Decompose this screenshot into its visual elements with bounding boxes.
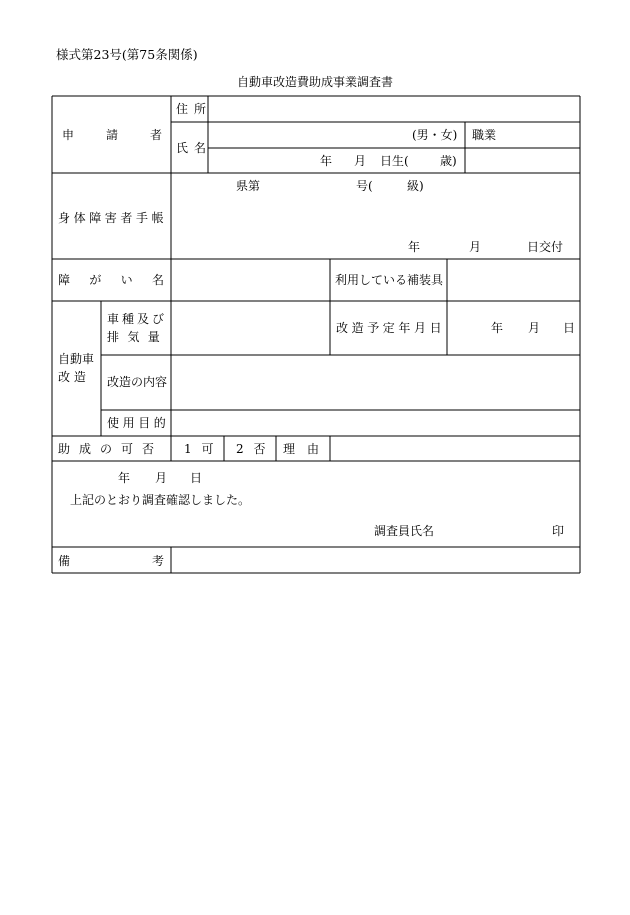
remarks-label-char-2: 考 <box>151 554 164 568</box>
birth-year: 年 <box>320 154 333 168</box>
handbook-grade: 級) <box>407 179 424 193</box>
form-title: 自動車改造費助成事業調査書 <box>236 75 393 89</box>
issue-year: 年 <box>408 240 421 254</box>
disability-label-char-2: が <box>89 273 102 287</box>
plan-date-label: 改造予定年月日 <box>336 321 446 335</box>
birth-month: 月 <box>354 154 367 168</box>
remarks-label <box>58 554 164 568</box>
birth-age: 歳) <box>440 154 457 168</box>
plan-date-day: 日 <box>563 321 576 335</box>
disability-label <box>58 273 164 287</box>
issue-month: 月 <box>469 240 482 254</box>
grant-option-approve: 1 可 <box>184 442 214 456</box>
grant-reason-label: 理由 <box>283 442 332 456</box>
confirm-month: 月 <box>155 471 168 485</box>
sex-choice: (男・女) <box>412 128 458 142</box>
occupation-label: 職業 <box>472 128 497 142</box>
confirm-statement: 上記のとおり調査確認しました。 <box>70 493 251 507</box>
seal-mark: 印 <box>552 524 565 538</box>
plan-date-year: 年 <box>491 321 504 335</box>
vehicle-type-label-1: 車種及び <box>107 312 168 326</box>
vehicle-group-label-1: 自動車 <box>58 352 95 366</box>
handbook-number: 号( <box>356 179 373 193</box>
remarks-label-char-1: 備 <box>58 554 71 568</box>
applicant-label-char-2: 請 <box>105 128 118 142</box>
grant-label: 助成の可否 <box>58 442 164 456</box>
disability-label-char-4: 名 <box>151 273 164 287</box>
vehicle-group-label-2: 改 造 <box>58 370 86 384</box>
address-label: 住所 <box>176 102 213 116</box>
applicant-label-char-3: 者 <box>149 128 162 142</box>
applicant-label-char-1: 申 <box>62 128 75 142</box>
disability-label-char-1: 障 <box>58 273 71 287</box>
plan-date-month: 月 <box>528 321 541 335</box>
confirm-year: 年 <box>118 471 131 485</box>
form-code: 様式第23号(第75条関係) <box>56 47 198 62</box>
confirm-day: 日 <box>190 471 203 485</box>
issue-day: 日交付 <box>527 240 564 254</box>
applicant-label <box>62 128 162 142</box>
modification-content-label: 改造の内容 <box>107 375 168 389</box>
name-label: 氏名 <box>176 141 213 155</box>
investigator-label: 調査員氏名 <box>374 524 435 538</box>
grant-option-reject: 2 否 <box>236 442 266 456</box>
birth-day: 日生( <box>380 154 409 168</box>
purpose-label: 使用目的 <box>107 416 170 430</box>
disability-label-char-3: い <box>120 273 133 287</box>
aid-label: 利用している補装具 <box>335 273 444 287</box>
vehicle-type-label-2: 排気量 <box>107 330 169 344</box>
handbook-prefecture: 県第 <box>236 179 261 193</box>
handbook-label: 身体障害者手帳 <box>58 211 168 225</box>
